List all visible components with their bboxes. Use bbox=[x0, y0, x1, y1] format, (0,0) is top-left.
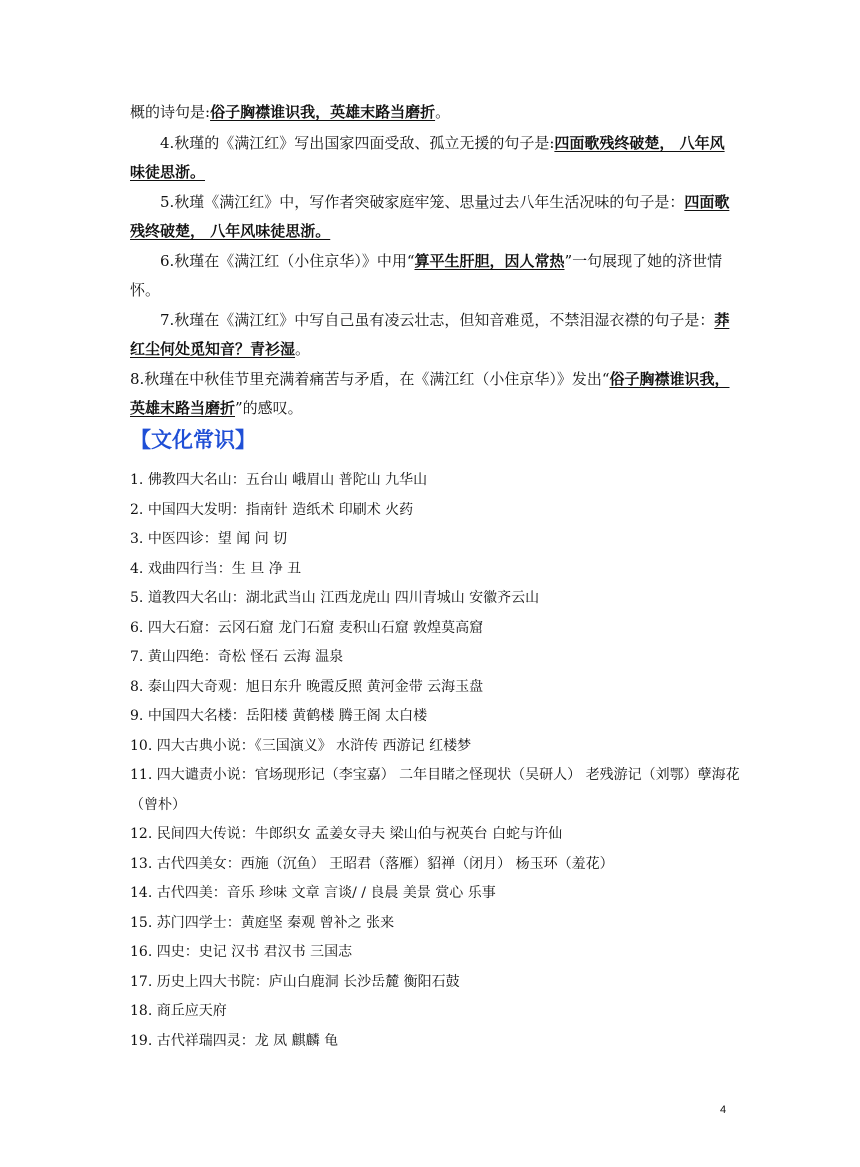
page-number: 4 bbox=[720, 1104, 727, 1116]
paragraph-text: 5.秋瑾《满江红》中，写作者突破家庭牢笼、思量过去八年生活况味的句子是： bbox=[160, 193, 685, 211]
paragraph-text: 4.秋瑾的《满江红》写出国家四面受敌、孤立无援的句子是: bbox=[160, 134, 555, 152]
item-text: 佛教四大名山：五台山 峨眉山 普陀山 九华山 bbox=[147, 472, 428, 488]
list-item bbox=[130, 968, 740, 998]
item-text: 商丘应天府 bbox=[156, 1003, 227, 1019]
list-item bbox=[130, 496, 740, 526]
list-item bbox=[130, 614, 740, 644]
item-text: 中国四大名楼：岳阳楼 黄鹤楼 腾王阁 太白楼 bbox=[147, 708, 428, 724]
paragraph-5 bbox=[130, 188, 730, 246]
paragraph-4 bbox=[130, 129, 730, 187]
paragraph-7 bbox=[130, 306, 730, 364]
item-text: 黄山四绝：奇松 怪石 云海 温泉 bbox=[147, 649, 344, 665]
item-text: 苏门四学士：黄庭坚 秦观 曾补之 张来 bbox=[156, 914, 395, 931]
list-item bbox=[130, 643, 740, 673]
paragraph-text: ”一句展现了她的济世情怀。 bbox=[130, 252, 723, 299]
item-number: 10. bbox=[130, 737, 153, 754]
item-text: 古代祥瑞四灵：龙 凤 麒麟 龟 bbox=[156, 1032, 339, 1049]
item-text: 戏曲四行当：生 旦 净 丑 bbox=[147, 560, 302, 577]
item-number: 2. bbox=[130, 501, 144, 518]
paragraph-text: 7.秋瑾在《满江红》中写自己虽有凌云壮志，但知音难觅，不禁泪湿衣襟的句子是： bbox=[160, 311, 715, 329]
item-text: 四大石窟：云冈石窟 龙门石窟 麦积山石窟 敦煌莫高窟 bbox=[147, 619, 484, 636]
item-number: 6. bbox=[130, 619, 144, 636]
list-item bbox=[130, 820, 740, 850]
item-number: 7. bbox=[130, 649, 144, 665]
item-text: 道教四大名山：湖北武当山 江西龙虎山 四川青城山 安徽齐云山 bbox=[147, 590, 540, 606]
paragraph-text: 6.秋瑾在《满江红（小住京华）》中用“ bbox=[160, 252, 415, 270]
item-number: 12. bbox=[130, 826, 153, 842]
item-number: 5. bbox=[130, 590, 144, 606]
item-text: 历史上四大书院：庐山白鹿洞 长沙岳麓 衡阳石鼓 bbox=[156, 973, 460, 990]
paragraph-text: ”的感叹。 bbox=[235, 399, 303, 417]
list-item bbox=[130, 466, 740, 496]
item-number: 13. bbox=[130, 855, 153, 872]
list-item bbox=[130, 938, 740, 968]
answer-text: 俗子胸襟谁识我，英雄末路当磨折 bbox=[130, 370, 730, 417]
list-item bbox=[130, 909, 740, 939]
list-item bbox=[130, 850, 740, 880]
item-number: 18. bbox=[130, 1003, 153, 1019]
list-item bbox=[130, 997, 740, 1027]
paragraph-8 bbox=[130, 365, 730, 423]
item-text: 四史：史记 汉书 君汉书 三国志 bbox=[156, 944, 353, 960]
list-item bbox=[130, 555, 740, 585]
item-number: 15. bbox=[130, 914, 153, 931]
item-number: 17. bbox=[130, 973, 153, 990]
item-number: 4. bbox=[130, 560, 144, 577]
item-number: 8. bbox=[130, 678, 144, 695]
section-heading: 【文化常识】 bbox=[130, 428, 256, 452]
answer-text: 算平生肝胆，因人常热 bbox=[414, 252, 565, 270]
item-text: 民间四大传说：牛郎织女 孟姜女寻夫 梁山伯与祝英台 白蛇与许仙 bbox=[156, 826, 563, 842]
item-text: 四大古典小说：《三国演义》 水浒传 西游记 红楼梦 bbox=[156, 737, 472, 754]
item-text: 泰山四大奇观：旭日东升 晚霞反照 黄河金带 云海玉盘 bbox=[147, 678, 484, 695]
item-number: 19. bbox=[130, 1032, 153, 1049]
answer-text: 莽红尘何处觅知音？青衫湿 bbox=[130, 311, 730, 358]
paragraph-6 bbox=[130, 247, 730, 305]
answer-text: 俗子胸襟谁识我，英雄末路当磨折 bbox=[210, 103, 436, 121]
list-item bbox=[130, 702, 740, 732]
item-number: 1. bbox=[130, 472, 144, 488]
list-item bbox=[130, 673, 740, 703]
item-text: 古代四美女：西施（沉鱼） 王昭君（落雁）貂禅（闭月） 杨玉环（羞花） bbox=[156, 855, 614, 872]
list-item bbox=[130, 732, 740, 762]
paragraph-text: 概的诗句是: bbox=[130, 103, 211, 121]
item-text: 四大谴责小说：官场现形记（李宝嘉） 二年目睹之怪现状（吴研人） 老残游记（刘鄂）孽海花（曾朴） bbox=[130, 767, 740, 813]
list-item bbox=[130, 584, 740, 614]
paragraph-text: 8.秋瑾在中秋佳节里充满着痛苦与矛盾，在《满江红（小住京华）》发出“ bbox=[130, 370, 610, 388]
list-item bbox=[130, 761, 740, 820]
paragraph-text: 。 bbox=[295, 340, 311, 358]
answer-text: 四面歌残终破楚， 八年风味徒思浙。 bbox=[130, 134, 725, 181]
culture-knowledge-list bbox=[130, 466, 740, 1056]
list-item bbox=[130, 525, 740, 555]
list-item bbox=[130, 879, 740, 909]
item-text: 中医四诊：望 闻 问 切 bbox=[147, 531, 288, 547]
item-number: 3. bbox=[130, 531, 144, 547]
paragraph-text: 。 bbox=[435, 103, 451, 121]
item-number: 14. bbox=[130, 885, 153, 901]
item-number: 9. bbox=[130, 708, 144, 724]
item-text: 中国四大发明：指南针 造纸术 印刷术 火药 bbox=[147, 501, 414, 518]
item-text: 古代四美：音乐 珍味 文章 言谈/ / 良晨 美景 赏心 乐事 bbox=[156, 885, 496, 901]
item-number: 16. bbox=[130, 944, 153, 960]
item-number: 11. bbox=[130, 767, 153, 783]
paragraph-3-tail bbox=[130, 98, 730, 127]
answer-text: 四面歌残终破楚， 八年风味徒思浙。 bbox=[130, 193, 730, 240]
list-item bbox=[130, 1027, 740, 1057]
